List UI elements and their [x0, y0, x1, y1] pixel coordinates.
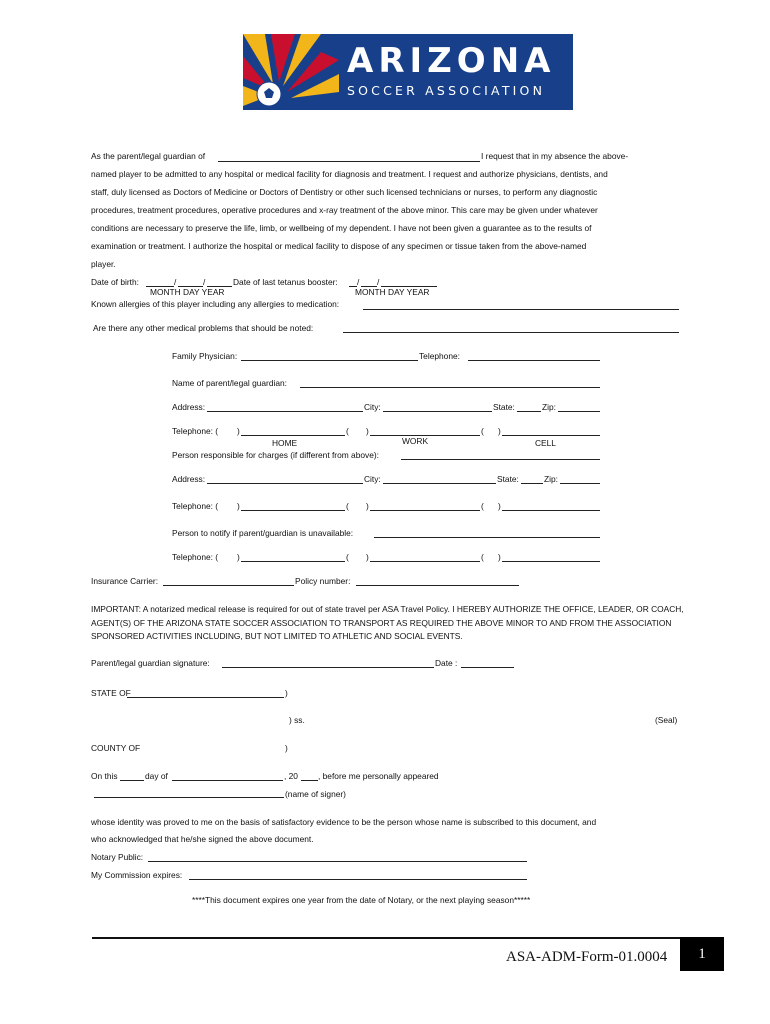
allergies-label: Known allergies of this player including any allergies to medication:	[91, 299, 340, 309]
commission-label: My Commission expires:	[91, 870, 183, 880]
commission-field[interactable]	[189, 879, 527, 880]
page-number: 1	[680, 937, 724, 971]
signer-name-field[interactable]	[94, 797, 284, 798]
seal-label: (Seal)	[655, 715, 678, 725]
city-label: City:	[364, 402, 381, 412]
notify-label: Person to notify if parent/guardian is unavailable:	[172, 528, 354, 538]
state-label: State:	[497, 474, 519, 484]
signature-field[interactable]	[222, 667, 434, 668]
day-of-label: day of	[145, 771, 168, 781]
dob-format: MONTH DAY YEAR	[150, 287, 225, 297]
expiry-note: ****This document expires one year from the date of Notary, or the next playing season*****	[192, 895, 531, 905]
paren-open: (	[481, 501, 484, 511]
state-field-2[interactable]	[521, 483, 543, 484]
address-field[interactable]	[207, 411, 363, 412]
paren-close: )	[237, 426, 240, 436]
telephone-label: Telephone: (	[172, 501, 219, 511]
paren-open: (	[481, 552, 484, 562]
signature-label: Parent/legal guardian signature:	[91, 658, 210, 668]
address-field-2[interactable]	[207, 483, 363, 484]
guardian-name-field[interactable]	[300, 387, 600, 388]
home-caption: HOME	[272, 438, 298, 448]
year-prefix: , 20	[284, 771, 298, 781]
date-label: Date :	[435, 658, 458, 668]
telephone-label: Telephone: (	[172, 552, 219, 562]
physician-telephone-field[interactable]	[468, 360, 600, 361]
insurance-carrier-field[interactable]	[163, 585, 294, 586]
allergies-field[interactable]	[363, 309, 679, 310]
home-phone-field[interactable]	[241, 435, 345, 436]
notary-public-field[interactable]	[148, 861, 527, 862]
state-label: State:	[493, 402, 515, 412]
appeared-label: , before me personally appeared	[318, 771, 439, 781]
zip-label: Zip:	[544, 474, 558, 484]
logo-subtitle: SOCCER ASSOCIATION	[347, 83, 546, 98]
phone-field-2c[interactable]	[502, 510, 600, 511]
notary-public-label: Notary Public:	[91, 852, 144, 862]
paren-close: )	[498, 552, 501, 562]
city-field[interactable]	[383, 411, 492, 412]
cell-caption: CELL	[535, 438, 556, 448]
city-field-2[interactable]	[383, 483, 496, 484]
guardian-name-label: Name of parent/legal guardian:	[172, 378, 287, 388]
paren-open: (	[346, 426, 349, 436]
medical-problems-field[interactable]	[343, 332, 679, 333]
physician-label: Family Physician:	[172, 351, 238, 361]
zip-field[interactable]	[558, 411, 600, 412]
state-of-field[interactable]	[127, 697, 284, 698]
address-label: Address:	[172, 474, 206, 484]
tetanus-label: Date of last tetanus booster:	[233, 277, 338, 287]
county-of-paren: )	[285, 743, 288, 753]
intro-line3: staff, duly licensed as Doctors of Medicine or Doctors of Dentistry or other such licensed technicians or nurses, to perform any diagnostic	[91, 187, 598, 197]
year-field[interactable]	[301, 780, 318, 781]
paren-open: (	[346, 552, 349, 562]
footer-rule	[92, 937, 680, 939]
paren-open: (	[481, 426, 484, 436]
tetanus-sep: /	[377, 277, 380, 287]
state-field[interactable]	[517, 411, 541, 412]
arizona-soccer-logo	[243, 34, 573, 110]
important-notice: IMPORTANT: A notarized medical release is required for out of state travel per ASA Travel Policy. I HEREBY AUTHORIZE THE OFFICE, LEADER, OR COACH, AGENT(S) OF THE ARIZONA STATE SOCCER ASSOCIATION TO TRANSPORT AS REQUIRED THE ABOVE MINOR TO AND FROM THE ASSOCIATION SPONSORED ACTIVITIES INCLUDING, BUT NOT LIMITED TO ATHLETIC AND SOCIAL EVENTS.	[91, 604, 684, 641]
logo-title: ARIZONA	[347, 41, 556, 81]
county-of-label: COUNTY OF	[91, 743, 141, 753]
paren-close: )	[498, 501, 501, 511]
dob-label: Date of birth:	[91, 277, 139, 287]
medical-problems-label: Are there any other medical problems that should be noted:	[93, 323, 314, 333]
zip-label: Zip:	[542, 402, 556, 412]
date-field[interactable]	[461, 667, 514, 668]
player-name-field[interactable]	[218, 161, 480, 162]
intro-line1-start: As the parent/legal guardian of	[91, 151, 206, 161]
dob-sep: /	[203, 277, 206, 287]
on-this-label: On this	[91, 771, 118, 781]
form-code: ASA-ADM-Form-01.0004	[506, 949, 668, 965]
intro-line6: examination or treatment. I authorize the hospital or medical facility to dispose of any specimen or tissue taken from the above-named	[91, 241, 587, 251]
dob-sep: /	[174, 277, 177, 287]
phone-field-3c[interactable]	[502, 561, 600, 562]
identity-line1: whose identity was proved to me on the basis of satisfactory evidence to be the person whose name is subscribed to this document, and	[91, 817, 597, 827]
policy-number-field[interactable]	[356, 585, 519, 586]
cell-phone-field[interactable]	[502, 435, 600, 436]
name-of-signer-label: (name of signer)	[285, 789, 346, 799]
intro-line7: player.	[91, 259, 116, 269]
insurance-carrier-label: Insurance Carrier:	[91, 576, 159, 586]
state-of-label: STATE OF	[91, 688, 131, 698]
work-caption: WORK	[402, 436, 429, 446]
phone-field-2a[interactable]	[241, 510, 345, 511]
phone-field-3a[interactable]	[241, 561, 345, 562]
paren-close: )	[366, 426, 369, 436]
intro-line1-end: I request that in my absence the above-	[481, 151, 629, 161]
telephone-label: Telephone: (	[172, 426, 219, 436]
responsible-field[interactable]	[401, 459, 600, 460]
tetanus-sep: /	[357, 277, 360, 287]
address-label: Address:	[172, 402, 206, 412]
phone-field-2b[interactable]	[370, 510, 480, 511]
ss-label: ) ss.	[289, 715, 305, 725]
intro-line4: procedures, treatment procedures, operative procedures and x-ray treatment of the above minor. This care may be given under whatever	[91, 205, 598, 215]
phone-field-3b[interactable]	[370, 561, 480, 562]
physician-field[interactable]	[241, 360, 418, 361]
intro-line5: conditions are necessary to preserve the life, limb, or wellbeing of my dependent. I have not been given a guarantee as to the results of	[91, 223, 592, 233]
city-label: City:	[364, 474, 381, 484]
paren-open: (	[346, 501, 349, 511]
notify-field[interactable]	[374, 537, 600, 538]
logo-sunburst-icon	[243, 34, 343, 110]
physician-telephone-label: Telephone:	[419, 351, 460, 361]
policy-number-label: Policy number:	[295, 576, 351, 586]
intro-line2: named player to be admitted to any hospital or medical facility for diagnosis and treatment. I request and authorize physicians, dentists, and	[91, 169, 608, 179]
paren-close: )	[366, 552, 369, 562]
paren-close: )	[498, 426, 501, 436]
zip-field-2[interactable]	[560, 483, 600, 484]
paren-close: )	[237, 501, 240, 511]
identity-line2: who acknowledged that he/she signed the above document.	[91, 834, 314, 844]
paren-close: )	[366, 501, 369, 511]
paren-close: )	[237, 552, 240, 562]
month-field[interactable]	[172, 780, 283, 781]
responsible-label: Person responsible for charges (if different from above):	[172, 450, 379, 460]
tetanus-format: MONTH DAY YEAR	[355, 287, 430, 297]
state-of-paren: )	[285, 688, 288, 698]
day-field[interactable]	[120, 780, 144, 781]
